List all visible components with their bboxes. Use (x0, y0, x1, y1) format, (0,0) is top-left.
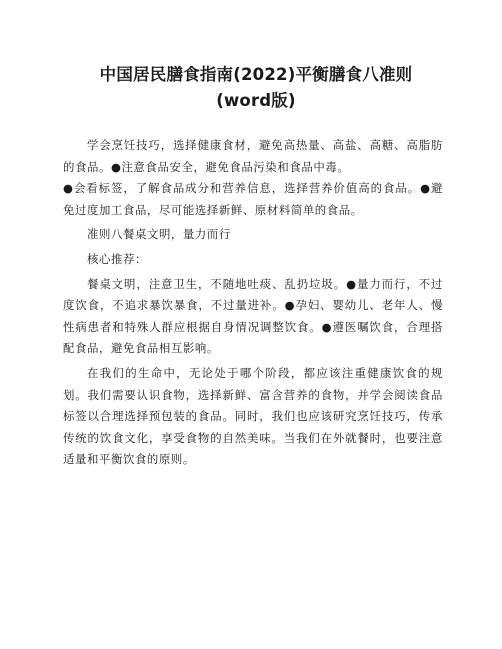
paragraph-summary: 在我们的生命中，无论处于哪个阶段，都应该注重健康饮食的规划。我们需要认识食物，选择新鲜、富含营养的食物，并学会阅读食品标签以合理选择预包装的食品。同时，我们也应该研究烹饪技巧，传承传统的饮食文化，享受食物的自然美味。当我们在外就餐时，也要注意适量和平衡饮食的原则。 (63, 365, 443, 467)
paragraph-read-labels: ●会看标签，了解食品成分和营养信息，选择营养价值高的食品。●避免过度加工食品，尽可能选择新鲜、原材料简单的食品。 (63, 181, 443, 217)
document-title-line-1: 中国居民膳食指南(2022)平衡膳食八准则 (99, 65, 413, 84)
section-heading-guideline-8: 准则八餐桌文明，量力而行 (87, 227, 231, 242)
document-body (63, 135, 443, 471)
document-title-line-2: (word版) (216, 91, 296, 110)
paragraph-cooking-skills: 学会烹饪技巧，选择健康食材，避免高热量、高盐、高糖、高脂肪的食品。●注意食品安全，避免食品污染和食品中毒。 (63, 138, 443, 174)
core-recommendation-heading: 核心推荐： (87, 251, 147, 266)
paragraph-table-manners: 餐桌文明，注意卫生，不随地吐痰、乱扔垃圾。●量力而行，不过度饮食，不追求暴饮暴食，不过量进补。●孕妇、婴幼儿、老年人、慢性病患者和特殊人群应根据自身情况调整饮食。●遵医嘱饮食，合理搭配食品，避免食品相互影响。 (63, 276, 443, 356)
